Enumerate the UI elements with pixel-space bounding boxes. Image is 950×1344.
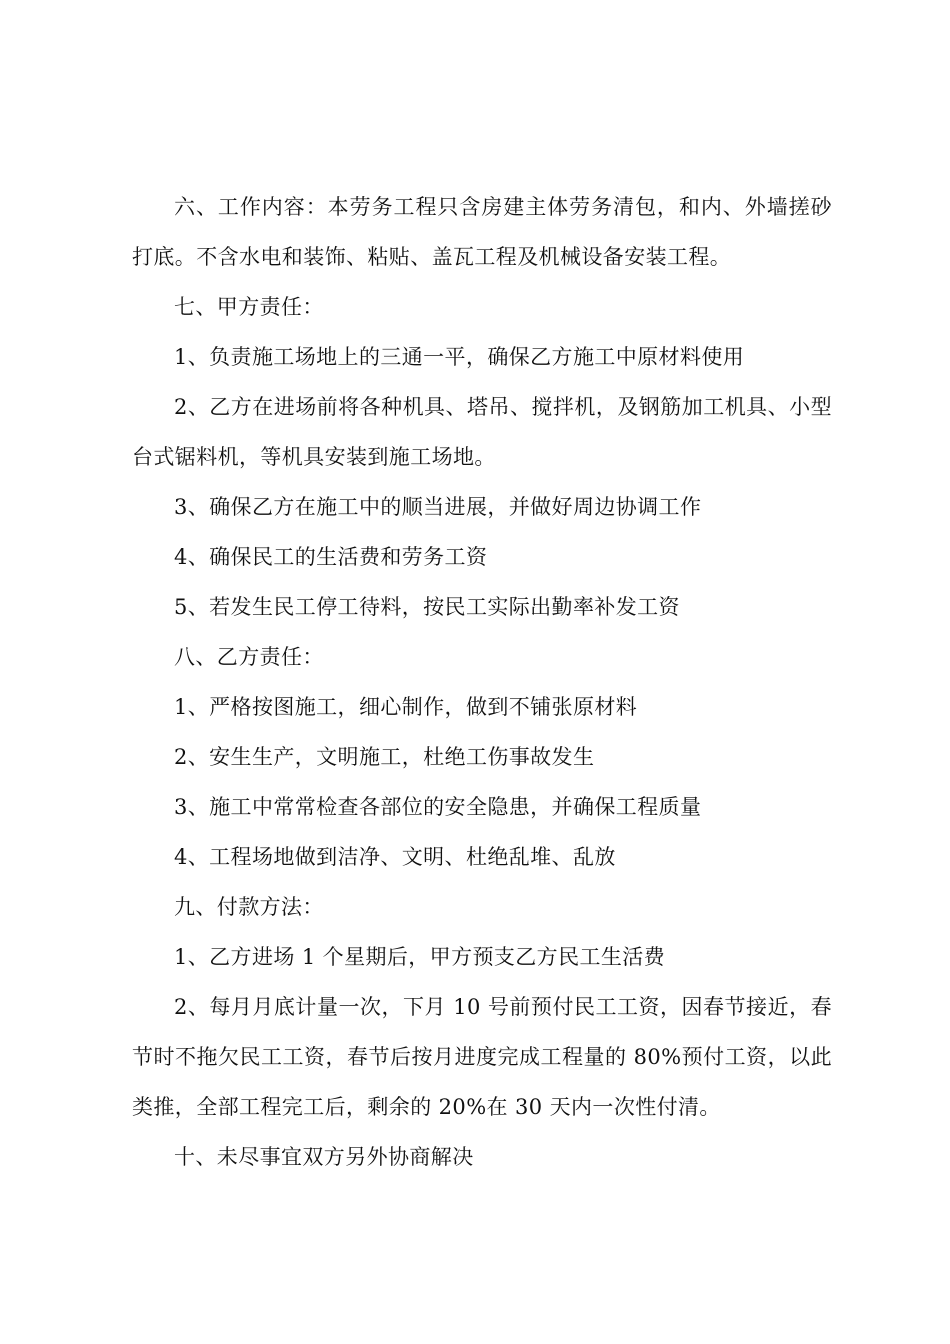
party-a-duty-item-5: 5、若发生民工停工待料，按民工实际出勤率补发工资	[174, 595, 680, 619]
heading-party-b-duties: 八、乙方责任：	[174, 645, 324, 669]
party-b-duty-item-1: 1、严格按图施工，细心制作，做到不铺张原材料	[174, 695, 638, 719]
party-b-duty-item-2: 2、安生生产，文明施工，杜绝工伤事故发生	[174, 745, 595, 769]
paragraph-work-content: 六、工作内容：本劳务工程只含房建主体劳务清包，和内、外墙搓砂打底。不含水电和装饰、粘贴、盖瓦工程及机械设备安装工程。	[132, 195, 832, 269]
party-a-duty-item-2: 2、乙方在进场前将各种机具、塔吊、搅拌机，及钢筋加工机具、小型台式锯料机，等机具安装到施工场地。	[132, 395, 832, 469]
payment-item-1: 1、乙方进场 1 个星期后，甲方预支乙方民工生活费	[174, 945, 666, 969]
party-a-duty-item-3: 3、确保乙方在施工中的顺当进展，并做好周边协调工作	[174, 495, 702, 519]
party-a-duty-item-1: 1、负责施工场地上的三通一平，确保乙方施工中原材料使用	[174, 345, 745, 369]
party-b-duty-item-3: 3、施工中常常检查各部位的安全隐患，并确保工程质量	[174, 795, 702, 819]
party-a-duty-item-4: 4、确保民工的生活费和劳务工资	[174, 545, 488, 569]
payment-item-2: 2、每月月底计量一次，下月 10 号前预付民工工资，因春节接近，春节时不拖欠民工工资，春节后按月进度完成工程量的 80%预付工资，以此类推，全部工程完工后，剩余的 20%在 30 天内一次性付清。	[132, 995, 832, 1119]
heading-party-a-duties: 七、甲方责任：	[174, 295, 324, 319]
clause-other-matters: 十、未尽事宜双方另外协商解决	[174, 1145, 474, 1169]
heading-payment-method: 九、付款方法：	[174, 895, 324, 919]
party-b-duty-item-4: 4、工程场地做到洁净、文明、杜绝乱堆、乱放	[174, 845, 616, 869]
